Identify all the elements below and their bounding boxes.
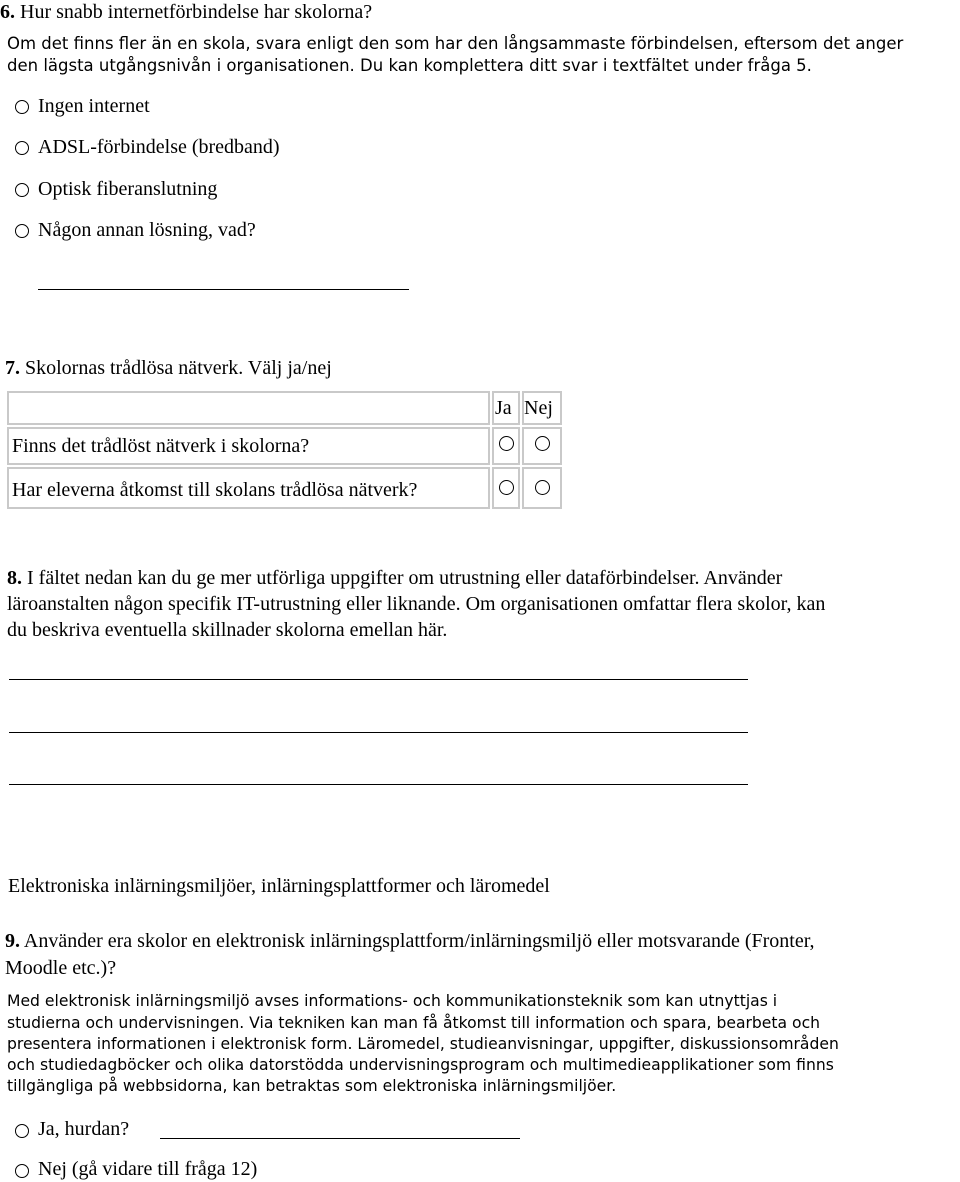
help-line-1: Med elektronisk inlärningsmiljö avses informations- och kommunikationsteknik som kan utnyttjas i	[7, 992, 778, 1010]
question-8-line2: läroanstalten någon specifik IT-utrustning eller liknande. Om organisationen omfattar flera skolor, kan	[7, 593, 826, 615]
column-header-ja: Ja	[495, 397, 512, 419]
option-nej: Nej (gå vidare till fråga 12)	[38, 1158, 258, 1180]
option-ingen-internet: Ingen internet	[38, 95, 150, 117]
column-header-nej: Nej	[524, 397, 553, 419]
radio-row-2-ja[interactable]	[499, 480, 514, 495]
question-8-line1	[7, 566, 782, 590]
question-9-line1	[5, 929, 815, 953]
help-line-4: och studiedagböcker och olika datorstödda undervisningsprogram och multimedieapplikationer som finns	[7, 1056, 834, 1074]
table-row-1-question: Finns det trådlöst nätverk i skolorna?	[12, 435, 310, 457]
option-annan-losning: Någon annan lösning, vad?	[38, 219, 256, 241]
question-7-heading	[5, 356, 332, 380]
option-optisk-fiber: Optisk fiberanslutning	[38, 178, 218, 200]
option-ja-hurdan: Ja, hurdan?	[38, 1118, 130, 1140]
question-8-number: 8.	[7, 567, 22, 589]
question-7-number: 7.	[5, 357, 20, 379]
help-line-5: tillgängliga på webbsidorna, kan betraktas som elektroniska inlärningsmiljöer.	[7, 1077, 617, 1095]
radio-ingen-internet[interactable]	[15, 100, 29, 114]
answer-line-1[interactable]	[9, 679, 748, 680]
annan-losning-text-field[interactable]	[38, 289, 409, 290]
question-7-title: Skolornas trådlösa nätverk. Välj ja/nej	[25, 357, 332, 379]
question-9-number: 9.	[5, 930, 20, 952]
radio-row-1-nej[interactable]	[535, 436, 550, 451]
answer-line-2[interactable]	[9, 732, 748, 733]
question-6-heading	[0, 0, 372, 24]
question-6-number: 6.	[0, 1, 15, 23]
radio-nej[interactable]	[15, 1164, 29, 1178]
help-line-2: studierna och undervisningen. Via tekniken kan man få åtkomst till information och spara, bearbeta och	[7, 1014, 821, 1032]
radio-optisk-fiber[interactable]	[15, 183, 29, 197]
section-heading: Elektroniska inlärningsmiljöer, inlärningsplattformer och läromedel	[8, 875, 550, 897]
radio-row-1-ja[interactable]	[499, 436, 514, 451]
question-6-instruction-line2: den lägsta utgångsnivån i organisationen. Du kan komplettera ditt svar i textfältet under fråga 5.	[7, 56, 812, 75]
ja-hurdan-text-field[interactable]	[160, 1138, 520, 1139]
question-9-line2: Moodle etc.)?	[5, 957, 117, 979]
radio-annan-losning[interactable]	[15, 224, 29, 238]
answer-line-3[interactable]	[9, 784, 748, 785]
radio-adsl[interactable]	[15, 141, 29, 155]
radio-ja-hurdan[interactable]	[15, 1124, 29, 1138]
question-8-line3: du beskriva eventuella skillnader skolorna emellan här.	[7, 619, 448, 641]
table-header-empty-cell	[7, 391, 490, 425]
question-6-title: Hur snabb internetförbindelse har skolorna?	[20, 1, 373, 23]
option-adsl: ADSL-förbindelse (bredband)	[38, 136, 280, 158]
question-8-text-line1: I fältet nedan kan du ge mer utförliga uppgifter om utrustning eller dataförbindelser. Använder	[27, 567, 783, 589]
help-line-3: presentera informationen i elektronisk form. Läromedel, studieanvisningar, uppgifter, diskussionsområden	[7, 1035, 839, 1053]
question-6-instruction-line1: Om det finns fler än en skola, svara enligt den som har den långsammaste förbindelsen, eftersom det anger	[7, 34, 904, 53]
question-9-text-line1: Använder era skolor en elektronisk inlärningsplattform/inlärningsmiljö eller motsvarande (Fronter,	[23, 930, 815, 952]
table-row-2-question: Har eleverna åtkomst till skolans trådlösa nätverk?	[12, 479, 418, 501]
radio-row-2-nej[interactable]	[535, 480, 550, 495]
